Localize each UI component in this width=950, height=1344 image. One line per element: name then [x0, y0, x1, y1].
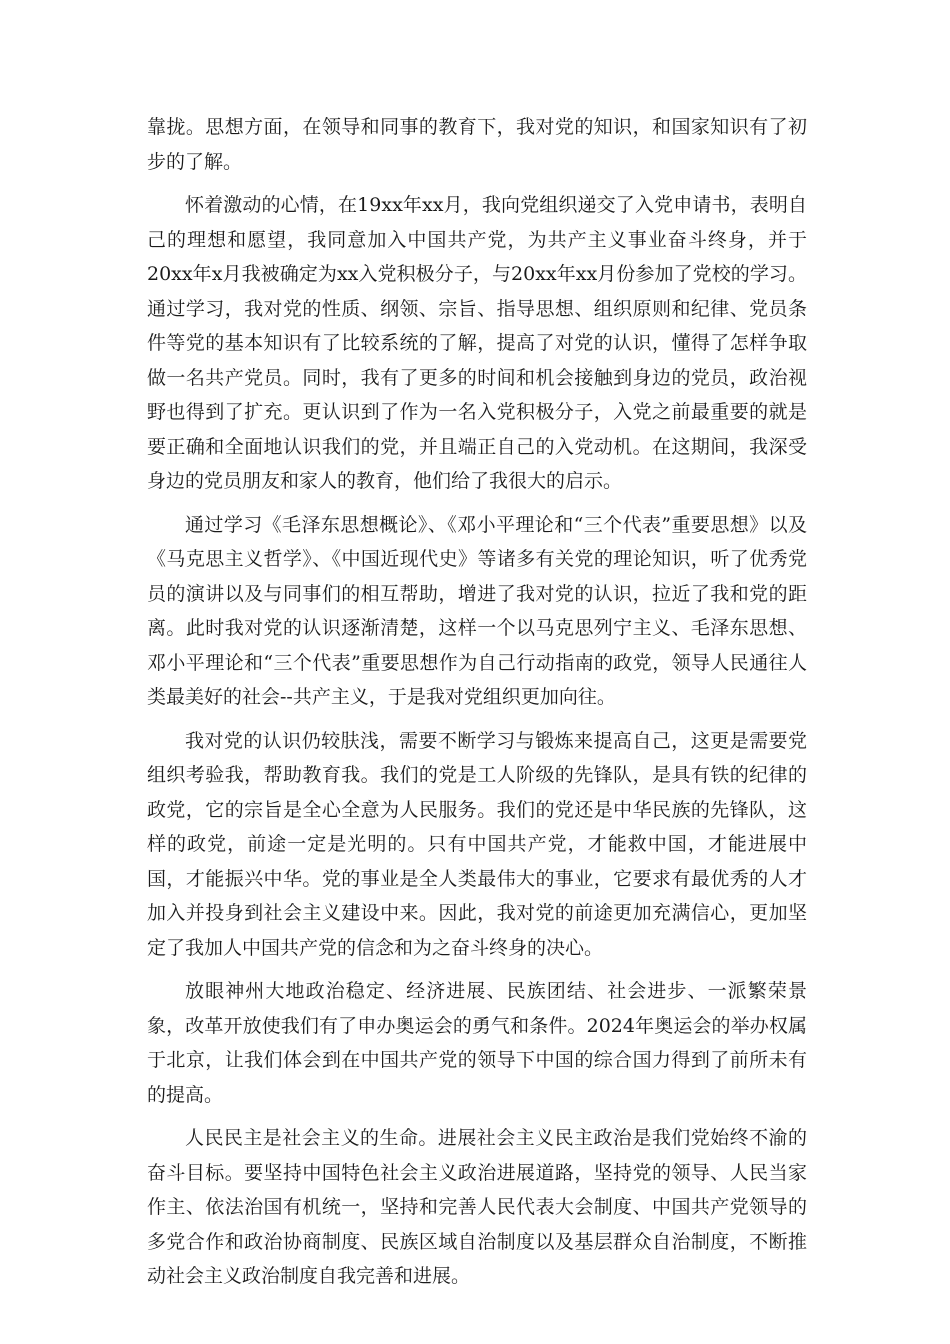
paragraph-olympics: 放眼神州大地政治稳定、经济进展、民族团结、社会进步、一派繁荣景象，改革开放使我们有了申办奥运会的勇气和条件。2024年奥运会的举办权属于北京，让我们体会到在中国共产党的领导下中国的综合国力得到了前所未有的提高。: [147, 980, 807, 1106]
paragraph-study: 通过学习《毛泽东思想概论》、《邓小平理论和“三个代表”重要思想》以及《马克思主义哲学》、《中国近现代史》等诸多有关党的理论知识，听了优秀党员的演讲以及与同事们的相互帮助，增进了我对党的认识，拉近了我和党的距离。此时我对党的认识逐渐清楚，这样一个以马克思列宁主义、毛泽东思想、邓小平理论和“三个代表”重要思想作为自己行动指南的政党，领导人民通往人类最美好的社会--共产主义，于是我对党组织更加向往。: [147, 513, 807, 708]
document-body: [147, 110, 807, 1294]
paragraph-understanding: 我对党的认识仍较肤浅，需要不断学习与锻炼来提高自己，这更是需要党组织考验我，帮助教育我。我们的党是工人阶级的先锋队，是具有铁的纪律的政党，它的宗旨是全心全意为人民服务。我们的党还是中华民族的先锋队，这样的政党，前途一定是光明的。只有中国共产党，才能救中国，才能进展中国，才能振兴中华。党的事业是全人类最伟大的事业，它要求有最优秀的人才加入并投身到社会主义建设中来。因此，我对党的前途更加充满信心，更加坚定了我加人中国共产党的信念和为之奋斗终身的决心。: [147, 729, 807, 959]
paragraph-application: 怀着激动的心情，在19xx年xx月，我向党组织递交了入党申请书，表明自己的理想和愿望，我同意加入中国共产党，为共产主义事业奋斗终身，并于20xx年x月我被确定为xx入党积极分子，与20xx年xx月份参加了党校的学习。通过学习，我对党的性质、纲领、宗旨、指导思想、组织原则和纪律、党员条件等党的基本知识有了比较系统的了解，提高了对党的认识，懂得了怎样争取做一名共产党员。同时，我有了更多的时间和机会接触到身边的党员，政治视野也得到了扩充。更认识到了作为一名入党积极分子，入党之前最重要的就是要正确和全面地认识我们的党，并且端正自己的入党动机。在这期间，我深受身边的党员朋友和家人的教育，他们给了我很大的启示。: [147, 194, 807, 492]
paragraph-democracy: 人民民主是社会主义的生命。进展社会主义民主政治是我们党始终不渝的奋斗目标。要坚持中国特色社会主义政治进展道路，坚持党的领导、人民当家作主、依法治国有机统一，坚持和完善人民代表大会制度、中国共产党领导的多党合作和政治协商制度、民族区域自治制度以及基层群众自治制度，不断推动社会主义政治制度自我完善和进展。: [147, 1127, 807, 1287]
paragraph-continuation: 靠拢。思想方面，在领导和同事的教育下，我对党的知识，和国家知识有了初步的了解。: [147, 116, 807, 173]
